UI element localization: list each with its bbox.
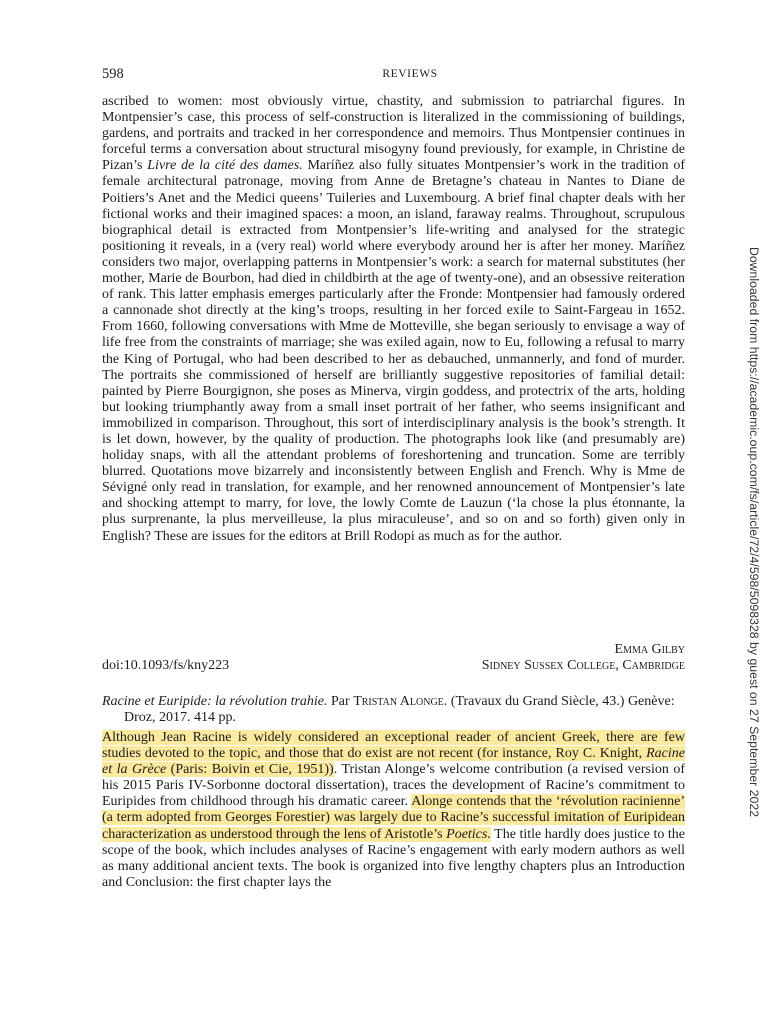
body-text: ascribed to women: most obviously virtue, chastity, and submission to patriarchal figures. In Montpensier’s case, this process of self-construction is literalized in the commissioning of buildings, gardens, and portraits and tracked in her correspondence and memoirs. Thus Montpensier continues in forceful terms a conversation about structural misogyny found previously, for example, in Christine de Pizan’s bbox=[102, 94, 685, 174]
body-text: The title hardly does justice to the scope of the book, which includes analyses of Racine’s engagement with early modern authors as well as many additional ancient texts. The book is organized into five lengthy chapters plus an Introduction and Conclusion: the first chapter lays the bbox=[102, 826, 685, 890]
body-text: . Tristan Alonge’s welcome contribution (a revised version of his 2015 Paris IV-Sorbonne doctoral dissertation), traces the development of Racine’s commitment to Euripides from childhood through his dramatic career. bbox=[102, 762, 685, 810]
reviewer-name: Emma Gilby bbox=[614, 642, 685, 657]
download-watermark-text: Downloaded from https://academic.oup.com/fs/article/72/4/598/5098328 by guest on 27 September 2022 bbox=[747, 246, 761, 818]
review-body-paragraph bbox=[102, 730, 685, 891]
running-head: REVIEWS bbox=[382, 68, 438, 80]
review-heading bbox=[102, 694, 685, 726]
book-author: Tristan Alonge bbox=[353, 694, 444, 709]
reviewer-affiliation: Sidney Sussex College, Cambridge bbox=[481, 658, 685, 673]
book-title-italic: Poetics. bbox=[446, 826, 491, 842]
doi-link[interactable]: doi:10.1093/fs/kny223 bbox=[102, 658, 230, 673]
book-title-italic: Livre de la cité des dames. bbox=[147, 158, 303, 174]
body-text: Maríñez also fully situates Montpensier’s work in the tradition of female architectural patronage, moving from Anne de Bretagne’s chateau in Nantes to Diane de Poitiers’s Anet and the Medici queens’ Tuileries and Luxembourg. A brief final chapter deals with her fictional works and their imagined spaces: a moon, an island, faraway realms. Throughout, scrupulous biographical detail is extracted from Montpensier’s life-writing and analysed for the strategic positioning it reveals, in a (very real) world where everybody around her is after her money. Maríñez considers two major, overlapping patterns in Montpensier’s work: a search for maternal substitutes (her mother, Marie de Bourbon, had died in childbirth at the age of twenty-one), and an obsessive reiteration of rank. This latter emphasis emerges particularly after the Fronde: Montpensier had famously ordered a cannonade shot directly at the king’s troops, resulting in her forced exile to Saint-Fargeau in 1652. From 1660, following conversations with Mme de Motteville, she began seriously to envisage a way of life free from the constraints of marriage; she was exiled again, now to Eu, following a refusal to marry the King of Portugal, who had been described to her as debauched, unmannerly, and fond of murder. The portraits she commissioned of herself are brilliantly suggestive repositories of familial detail: painted by Pierre Bourgignon, she poses as Minerva, virgin goddess, and protectrix of the arts, holding but looking triumphantly away from a small inset portrait of her father, who seems insignificant and immobilized in comparison. Throughout, this sort of interdisciplinary analysis is the book’s strength. It is let down, however, by the quality of production. The photographs look like (and presumably are) holiday snaps, with all the attendant problems of foreshortening and truncation. Some are terribly blurred. Quotations move bizarrely and inconsistently between English and French. Why is Mme de Sévigné only read in translation, for example, and her renowned announcement of Montpensier’s late and shocking attempt to marry, for love, the lowly Comte de Lauzun (‘la chose la plus étonnante, la plus surprenante, la plus merveilleuse, la plus miraculeuse’, and so on and so forth) given only in English? These are issues for the editors at Brill Rodopi as much as for the author. bbox=[102, 158, 685, 544]
page-number: 598 bbox=[102, 66, 124, 82]
download-watermark bbox=[744, 246, 764, 818]
heading-text: Par bbox=[327, 694, 354, 709]
heading-text: . (Travaux du Grand Siècle, 43.) Genève: Droz, 2017. 414 pp. bbox=[124, 694, 675, 726]
book-title-italic: Racine et Euripide: la révolution trahie. bbox=[102, 694, 328, 709]
body-text: (Paris: Boivin et Cie, 1951)) bbox=[166, 762, 334, 778]
review-body-paragraph bbox=[102, 94, 685, 545]
body-text: Although Jean Racine is widely considered an exceptional reader of ancient Greek, there are few studies devoted to the topic, and those that do exist are not recent (for instance, Roy C. Knight, bbox=[102, 730, 685, 762]
body-text: Alonge contends that the ‘révolution racinienne’ (a term adopted from Georges Forestier) was largely due to Racine’s successful imitation of Euripidean characterization as understood through the lens of Aristotle’s bbox=[102, 794, 685, 842]
book-title-italic: Racine et la Grèce bbox=[102, 746, 685, 778]
